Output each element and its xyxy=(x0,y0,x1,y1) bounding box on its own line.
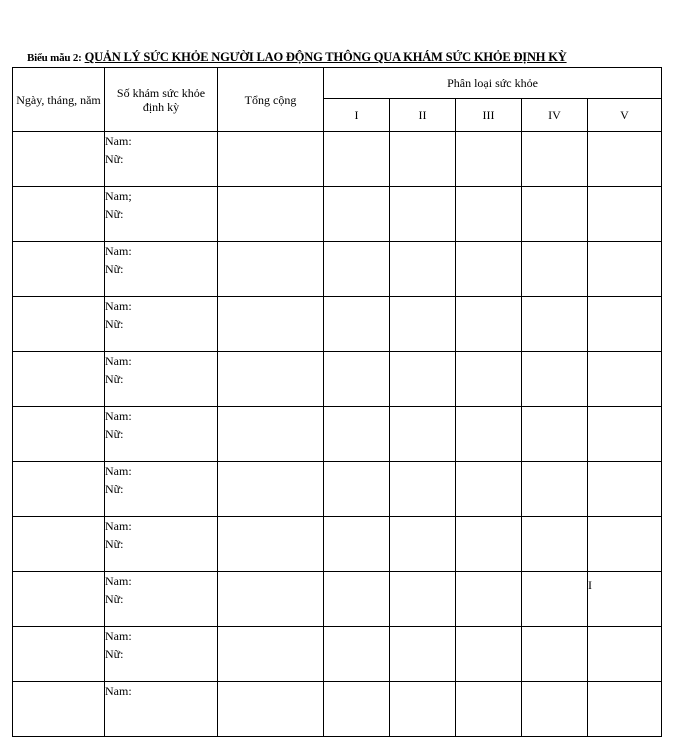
class-1-cell[interactable] xyxy=(324,297,390,352)
class-1-cell[interactable] xyxy=(324,462,390,517)
class-5-cell[interactable] xyxy=(588,407,662,462)
total-cell[interactable] xyxy=(218,352,324,407)
class-5-cell[interactable] xyxy=(588,297,662,352)
class-4-cell[interactable] xyxy=(522,407,588,462)
class-2-cell[interactable] xyxy=(390,462,456,517)
class-5-cell[interactable] xyxy=(588,462,662,517)
female-label: Nữ: xyxy=(105,647,124,661)
male-label: Nam: xyxy=(105,464,132,478)
exam-count-cell[interactable] xyxy=(105,187,218,242)
class-3-cell[interactable] xyxy=(456,132,522,187)
class-1-cell[interactable] xyxy=(324,682,390,737)
exam-count-cell[interactable] xyxy=(105,352,218,407)
total-cell[interactable] xyxy=(218,407,324,462)
exam-count-cell[interactable] xyxy=(105,297,218,352)
table-row xyxy=(13,572,662,627)
date-cell[interactable] xyxy=(13,682,105,737)
class-5-cell[interactable] xyxy=(588,517,662,572)
class-1-cell[interactable] xyxy=(324,352,390,407)
class-2-cell[interactable] xyxy=(390,627,456,682)
class-1-cell[interactable] xyxy=(324,572,390,627)
class-1-cell[interactable] xyxy=(324,517,390,572)
class-3-cell[interactable] xyxy=(456,572,522,627)
male-label: Nam: xyxy=(105,519,132,533)
class-3-cell[interactable] xyxy=(456,242,522,297)
class-2-cell[interactable] xyxy=(390,187,456,242)
table-row xyxy=(13,462,662,517)
total-cell[interactable] xyxy=(218,242,324,297)
total-cell[interactable] xyxy=(218,517,324,572)
female-label: Nữ: xyxy=(105,317,124,331)
class-3-cell[interactable] xyxy=(456,682,522,737)
document-title xyxy=(27,50,677,65)
header-exam-count: Số khám sức khỏe định kỳ xyxy=(105,68,218,132)
date-cell[interactable] xyxy=(13,627,105,682)
total-cell[interactable] xyxy=(218,627,324,682)
date-cell[interactable] xyxy=(13,407,105,462)
class-2-cell[interactable] xyxy=(390,242,456,297)
table-row xyxy=(13,297,662,352)
male-label: Nam: xyxy=(105,409,132,423)
class-3-cell[interactable] xyxy=(456,297,522,352)
total-cell[interactable] xyxy=(218,462,324,517)
class-2-cell[interactable] xyxy=(390,132,456,187)
female-label: Nữ: xyxy=(105,427,124,441)
total-cell[interactable] xyxy=(218,187,324,242)
class-4-cell[interactable] xyxy=(522,682,588,737)
class-5-cell[interactable] xyxy=(588,572,662,627)
male-label: Nam: xyxy=(105,684,132,698)
date-cell[interactable] xyxy=(13,352,105,407)
male-label: Nam: xyxy=(105,134,132,148)
class-5-cell[interactable] xyxy=(588,132,662,187)
header-class-1: I xyxy=(324,99,390,132)
header-classification: Phân loại sức khỏe xyxy=(324,68,662,99)
exam-count-cell[interactable] xyxy=(105,627,218,682)
class-2-cell[interactable] xyxy=(390,297,456,352)
class-3-cell[interactable] xyxy=(456,517,522,572)
female-label: Nữ: xyxy=(105,152,124,166)
class-5-cell[interactable] xyxy=(588,187,662,242)
class-2-cell[interactable] xyxy=(390,407,456,462)
class-5-cell[interactable] xyxy=(588,242,662,297)
male-label: Nam: xyxy=(105,299,132,313)
total-cell[interactable] xyxy=(218,297,324,352)
table-row xyxy=(13,627,662,682)
class-1-cell[interactable] xyxy=(324,132,390,187)
header-date: Ngày, tháng, năm xyxy=(13,68,105,132)
header-class-2: II xyxy=(390,99,456,132)
class-3-cell[interactable] xyxy=(456,352,522,407)
exam-count-cell[interactable] xyxy=(105,517,218,572)
class-4-cell[interactable] xyxy=(522,627,588,682)
male-label: Nam: xyxy=(105,354,132,368)
date-cell[interactable] xyxy=(13,297,105,352)
table-body xyxy=(13,132,662,737)
class-3-cell[interactable] xyxy=(456,407,522,462)
class-5-cell[interactable] xyxy=(588,682,662,737)
female-label: Nữ: xyxy=(105,537,124,551)
class-3-cell[interactable] xyxy=(456,627,522,682)
female-label: Nữ: xyxy=(105,207,124,221)
class-1-cell[interactable] xyxy=(324,242,390,297)
class-2-cell[interactable] xyxy=(390,352,456,407)
class-1-cell[interactable] xyxy=(324,407,390,462)
table-row xyxy=(13,187,662,242)
class-4-cell[interactable] xyxy=(522,132,588,187)
date-cell[interactable] xyxy=(13,517,105,572)
class-1-cell[interactable] xyxy=(324,187,390,242)
exam-count-cell[interactable] xyxy=(105,682,218,737)
title-prefix: Biểu mẫu 2: xyxy=(27,52,82,64)
total-cell[interactable] xyxy=(218,682,324,737)
class-1-cell[interactable] xyxy=(324,627,390,682)
exam-count-cell[interactable] xyxy=(105,572,218,627)
date-cell[interactable] xyxy=(13,462,105,517)
stray-mark: I xyxy=(588,578,592,592)
header-class-4: IV xyxy=(522,99,588,132)
exam-count-cell[interactable] xyxy=(105,242,218,297)
header-class-3: III xyxy=(456,99,522,132)
class-4-cell[interactable] xyxy=(522,572,588,627)
female-label: Nữ: xyxy=(105,262,124,276)
class-4-cell[interactable] xyxy=(522,242,588,297)
header-total: Tổng cộng xyxy=(218,68,324,132)
class-4-cell[interactable] xyxy=(522,352,588,407)
header-class-5: V xyxy=(588,99,662,132)
class-2-cell[interactable] xyxy=(390,572,456,627)
class-4-cell[interactable] xyxy=(522,297,588,352)
table-row xyxy=(13,407,662,462)
class-4-cell[interactable] xyxy=(522,462,588,517)
male-label: Nam: xyxy=(105,629,132,643)
exam-count-cell[interactable] xyxy=(105,132,218,187)
female-label: Nữ: xyxy=(105,372,124,386)
class-3-cell[interactable] xyxy=(456,187,522,242)
class-5-cell[interactable] xyxy=(588,627,662,682)
male-label: Nam: xyxy=(105,244,132,258)
male-label: Nam; xyxy=(105,189,132,203)
table-row xyxy=(13,242,662,297)
table-row xyxy=(13,132,662,187)
class-3-cell[interactable] xyxy=(456,462,522,517)
title-main: QUẢN LÝ SỨC KHỎE NGƯỜI LAO ĐỘNG THÔNG QUA KHÁM SỨC KHỎE ĐỊNH KỲ xyxy=(84,50,567,64)
table-row xyxy=(13,352,662,407)
male-label: Nam: xyxy=(105,574,132,588)
class-2-cell[interactable] xyxy=(390,517,456,572)
date-cell[interactable] xyxy=(13,242,105,297)
class-4-cell[interactable] xyxy=(522,517,588,572)
date-cell[interactable] xyxy=(13,132,105,187)
exam-count-cell[interactable] xyxy=(105,407,218,462)
health-management-table xyxy=(12,67,662,737)
female-label: Nữ: xyxy=(105,592,124,606)
class-5-cell[interactable] xyxy=(588,352,662,407)
class-4-cell[interactable] xyxy=(522,187,588,242)
date-cell[interactable] xyxy=(13,187,105,242)
date-cell[interactable] xyxy=(13,572,105,627)
class-2-cell[interactable] xyxy=(390,682,456,737)
female-label: Nữ: xyxy=(105,482,124,496)
exam-count-cell[interactable] xyxy=(105,462,218,517)
total-cell[interactable] xyxy=(218,132,324,187)
table-row xyxy=(13,682,662,737)
table-row xyxy=(13,517,662,572)
total-cell[interactable] xyxy=(218,572,324,627)
